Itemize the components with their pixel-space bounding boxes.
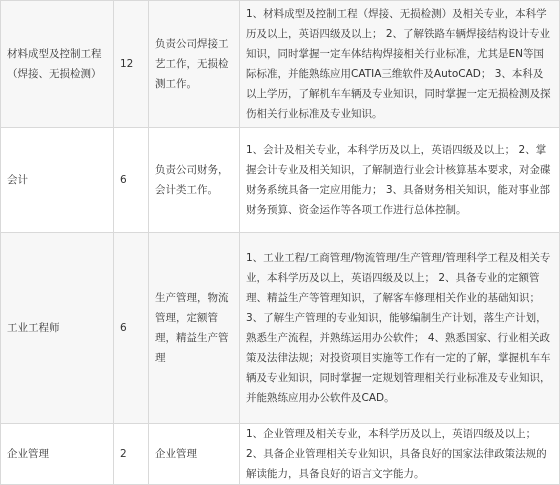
position-cell: 企业管理 <box>1 424 114 485</box>
table-row <box>1 128 560 233</box>
position-cell: 材料成型及控制工程（焊接、无损检测） <box>1 1 114 128</box>
requirement-cell: 1、材料成型及控制工程（焊接、无损检测）及相关专业，本科学历及以上，英语四级及以上； 2、了解铁路车辆焊接结构设计专业知识，同时掌握一定车体结构焊接相关行业标准，尤其是EN等国际标准，并能熟练应用CATIA三维软件及AutoCAD； 3、本科及以上学历，了解机车车辆及专业知识，同时掌握一定无损检测及探伤相关行业标准及专业知识。 <box>240 1 560 128</box>
position-cell: 工业工程师 <box>1 233 114 424</box>
duty-cell: 生产管理，物流管理，定额管理，精益生产管理 <box>149 233 240 424</box>
table-row <box>1 233 560 424</box>
headcount-cell: 6 <box>114 233 149 424</box>
headcount-cell: 2 <box>114 424 149 485</box>
duty-cell: 企业管理 <box>149 424 240 485</box>
duty-cell: 负责公司焊接工艺工作，无损检测工作。 <box>149 1 240 128</box>
requirement-cell: 1、企业管理及相关专业，本科学历及以上，英语四级及以上； 2、具备企业管理相关专业知识，具备良好的国家法律政策法规的解读能力，具备良好的语言文字能力。 <box>240 424 560 485</box>
requirement-cell: 1、工业工程/工商管理/物流管理/生产管理/管理科学工程及相关专业，本科学历及以上，英语四级及以上； 2、具备专业的定额管理、精益生产等管理知识，了解客车修理相关作业的基础知识； 3、了解生产管理的专业知识，能够编制生产计划，落生产计划，熟悉生产流程，并熟练运用办公软件； 4、熟悉国家、行业相关政策及法律法规；对投资项目实施等工作有一定的了解，掌握机车车辆及专业知识，同时掌握一定规划管理相关行业标准及专业知识，并能熟练应用办公软件及CAD。 <box>240 233 560 424</box>
position-cell: 会计 <box>1 128 114 233</box>
headcount-cell: 12 <box>114 1 149 128</box>
requirement-cell: 1、会计及相关专业，本科学历及以上，英语四级及以上； 2、掌握会计专业及相关知识，了解制造行业会计核算基本要求，对金碟财务系统具备一定应用能力； 3、具备财务相关知识，能对事业部财务预算、资金运作等各项工作进行总体控制。 <box>240 128 560 233</box>
table-row <box>1 1 560 128</box>
duty-cell: 负责公司财务，会计类工作。 <box>149 128 240 233</box>
headcount-cell: 6 <box>114 128 149 233</box>
table-row <box>1 424 560 485</box>
